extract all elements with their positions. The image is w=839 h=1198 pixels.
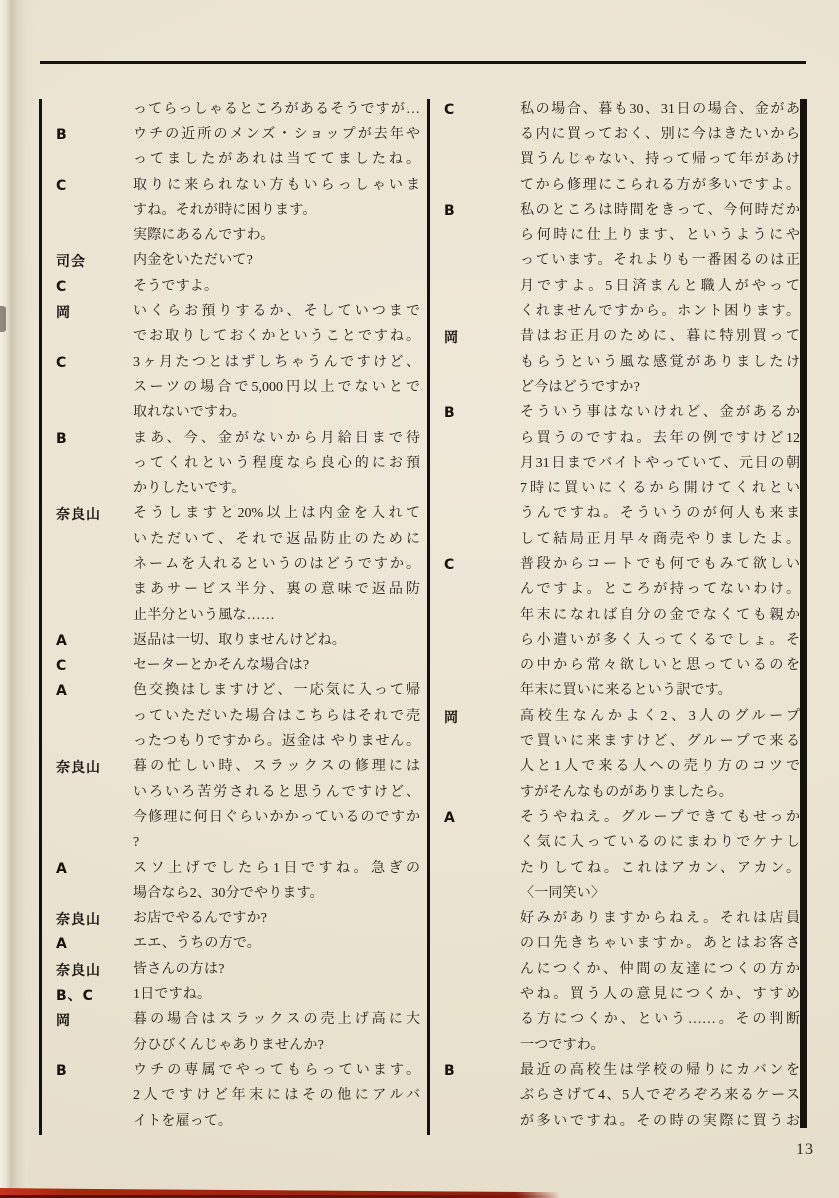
dialogue-text: ネームを入れるというのはどうですか。 bbox=[133, 556, 420, 572]
dialogue-line bbox=[431, 1084, 807, 1109]
dialogue-text: 場合なら2、30分でやります。 bbox=[133, 885, 324, 901]
dialogue-text: 月31日までバイトやっていて、元日の朝 bbox=[520, 455, 800, 471]
dialogue-text: そうしますと20%以上は内金を入れて bbox=[133, 506, 420, 522]
speaker-label: B bbox=[56, 126, 68, 143]
dialogue-line bbox=[42, 375, 426, 400]
speaker-label: 岡 bbox=[444, 330, 459, 347]
dialogue-line bbox=[431, 932, 807, 957]
page-edge-shadow bbox=[0, 0, 34, 1198]
dialogue-line bbox=[431, 957, 807, 982]
dialogue-line bbox=[42, 350, 426, 375]
dialogue-text: 取れないですわ。 bbox=[133, 405, 247, 421]
dialogue-line bbox=[431, 780, 807, 805]
speaker-label: C bbox=[56, 658, 68, 675]
dialogue-line bbox=[431, 603, 807, 628]
speaker-label: 岡 bbox=[444, 709, 459, 726]
speaker-label: C bbox=[56, 177, 68, 194]
dialogue-text: 内金をいただいて? bbox=[133, 253, 254, 269]
dialogue-text: ? bbox=[133, 835, 140, 851]
dialogue-line bbox=[42, 932, 426, 957]
dialogue-text: 買うんじゃない、持って帰って年があけ bbox=[520, 152, 800, 168]
dialogue-text: そうですよ。 bbox=[133, 278, 219, 294]
dialogue-text: すがそんなものがありましたら。 bbox=[520, 784, 733, 800]
dialogue-text: うんですね。そういうのが何人も来ま bbox=[520, 506, 800, 522]
dialogue-line bbox=[42, 780, 426, 805]
speaker-label: A bbox=[56, 632, 68, 649]
dialogue-text: 暮の忙しい時、スラックスの修理には bbox=[133, 759, 420, 775]
dialogue-text: の口先きちゃいますか。あとはお客さ bbox=[520, 936, 800, 952]
dialogue-text: エエ、うちの方で。 bbox=[133, 936, 261, 952]
speaker-label: B bbox=[444, 202, 456, 219]
dialogue-text: いろいろ苦労されると思うんですけど、 bbox=[133, 784, 420, 800]
dialogue-text: んですよ。ところが持ってないわけ。 bbox=[520, 582, 800, 598]
speaker-label: C bbox=[56, 354, 68, 371]
dialogue-text: 年末になれば自分の金でなくても親か bbox=[520, 607, 800, 623]
dialogue-text: が多いですね。その時の実際に買うお bbox=[520, 1113, 800, 1129]
dialogue-line bbox=[431, 299, 807, 324]
dialogue-text: 色交換はしますけど、一応気に入って帰 bbox=[133, 683, 420, 699]
dialogue-text: 好みがありますからねえ。それは店員 bbox=[520, 911, 800, 927]
speaker-label: A bbox=[56, 860, 68, 877]
dialogue-column-left bbox=[42, 97, 426, 1134]
dialogue-text: っています。それよりも一番困るのは正 bbox=[520, 253, 800, 269]
column-divider bbox=[427, 99, 430, 1135]
dialogue-text: ぶらさげて4、5人でぞろぞろ来るケース bbox=[520, 1088, 800, 1104]
dialogue-text: ってらっしゃるところがあるそうですが… bbox=[133, 101, 420, 117]
speaker-label: A bbox=[56, 683, 68, 700]
dialogue-line bbox=[42, 957, 426, 982]
dialogue-text: 実際にあるんですわ。 bbox=[133, 228, 275, 244]
dialogue-line bbox=[431, 350, 807, 375]
dialogue-text: スソ上げでしたら1日ですね。急ぎの bbox=[133, 860, 420, 876]
dialogue-text: ら何時に仕上ります、というようにや bbox=[520, 228, 800, 244]
top-rule bbox=[40, 61, 806, 64]
speaker-label: C bbox=[444, 101, 456, 118]
dialogue-text: やね。買う人の意見につくか、すすめ bbox=[520, 987, 800, 1003]
dialogue-text: 2人ですけど年末にはその他にアルバ bbox=[133, 1088, 420, 1104]
dialogue-line bbox=[42, 679, 426, 704]
dialogue-text: 返品は一切、取りませんけどね。 bbox=[133, 632, 346, 648]
dialogue-line bbox=[42, 401, 426, 426]
dialogue-text: 3ヶ月たつとはずしちゃうんですけど、 bbox=[133, 354, 420, 370]
dialogue-line bbox=[42, 527, 426, 552]
dialogue-text: 止半分という風な…… bbox=[133, 607, 275, 623]
dialogue-line bbox=[42, 704, 426, 729]
dialogue-text: 年末に買いに来るという訳です。 bbox=[520, 683, 732, 699]
dialogue-line bbox=[431, 223, 807, 248]
dialogue-line bbox=[42, 325, 426, 350]
dialogue-text: ったつもりですから。返金は やりません。 bbox=[133, 734, 420, 750]
dialogue-text: 7時に買いにくるから開けてくれとい bbox=[520, 481, 800, 497]
dialogue-line bbox=[42, 1109, 426, 1134]
dialogue-text: 今修理に何日ぐらいかかっているのですか bbox=[133, 809, 420, 825]
dialogue-line bbox=[431, 654, 807, 679]
dialogue-text: 月ですよ。5日済まんと職人がやって bbox=[520, 278, 800, 294]
dialogue-line bbox=[431, 122, 807, 147]
speaker-label: C bbox=[444, 556, 456, 573]
speaker-label: B bbox=[56, 430, 68, 447]
dialogue-line bbox=[42, 1008, 426, 1033]
dialogue-line bbox=[431, 249, 807, 274]
dialogue-text: 分ひびくんじゃありませんか? bbox=[133, 1037, 325, 1053]
dialogue-text: ど今はどうですか? bbox=[520, 379, 641, 395]
dialogue-line bbox=[42, 552, 426, 577]
speaker-label: A bbox=[444, 809, 456, 826]
dialogue-text: 取りに来られない方もいらっしゃいま bbox=[133, 177, 420, 193]
dialogue-line bbox=[431, 426, 807, 451]
dialogue-text: ウチの近所のメンズ・ショップが去年や bbox=[133, 126, 420, 142]
dialogue-line bbox=[431, 173, 807, 198]
dialogue-text: 暮の場合はスラックスの売上げ高に大 bbox=[133, 1012, 420, 1028]
dialogue-text: ら小遣いが多く入ってくるでしょ。そ bbox=[520, 632, 800, 648]
dialogue-line bbox=[431, 831, 807, 856]
dialogue-line bbox=[431, 755, 807, 780]
dialogue-text: ってくれという程度なら良心的にお預 bbox=[133, 455, 420, 471]
dialogue-line bbox=[42, 982, 426, 1007]
dialogue-text: る方につくか、という……。その判断 bbox=[520, 1012, 800, 1028]
dialogue-line bbox=[431, 628, 807, 653]
dialogue-line bbox=[42, 729, 426, 754]
dialogue-text: 普段からコートでも何でもみて欲しい bbox=[520, 556, 800, 572]
dialogue-line bbox=[431, 578, 807, 603]
speaker-label: 奈良山 bbox=[56, 507, 101, 524]
dialogue-line bbox=[431, 198, 807, 223]
dialogue-line bbox=[42, 122, 426, 147]
dialogue-text: まあサービス半分、裏の意味で返品防 bbox=[133, 582, 420, 598]
dialogue-line bbox=[431, 527, 807, 552]
dialogue-text: ら買うのですね。去年の例ですけど12 bbox=[520, 430, 800, 446]
dialogue-text: 〈一同笑い〉 bbox=[520, 885, 606, 901]
dialogue-text: 一つですわ。 bbox=[520, 1037, 605, 1053]
dialogue-line bbox=[42, 451, 426, 476]
dialogue-text: で買いに来ますけど、グループで来る bbox=[520, 734, 800, 750]
dialogue-line bbox=[42, 502, 426, 527]
dialogue-line bbox=[42, 249, 426, 274]
dialogue-text: すね。それが時に困ります。 bbox=[133, 202, 317, 218]
speaker-label: 奈良山 bbox=[56, 912, 101, 929]
dialogue-text: でお取りしておくかということですね。 bbox=[133, 329, 420, 345]
speaker-label: 奈良山 bbox=[56, 760, 101, 777]
dialogue-line bbox=[431, 704, 807, 729]
speaker-label: B bbox=[444, 405, 456, 422]
dialogue-line bbox=[431, 451, 807, 476]
dialogue-line bbox=[42, 881, 426, 906]
dialogue-line bbox=[42, 578, 426, 603]
dialogue-text: まあ、今、金がないから月給日まで待 bbox=[133, 430, 420, 446]
dialogue-text: くれませんですから。ホント困ります。 bbox=[520, 304, 800, 320]
dialogue-line bbox=[42, 805, 426, 830]
dialogue-text: もらうという風な感覚がありましたけ bbox=[520, 354, 800, 370]
dialogue-line bbox=[431, 805, 807, 830]
dialogue-line bbox=[431, 1109, 807, 1134]
dialogue-text: お店でやるんですか? bbox=[133, 911, 268, 927]
speaker-label: 岡 bbox=[56, 1013, 71, 1030]
dialogue-text: 私のところは時間をきって、今何時だか bbox=[520, 202, 800, 218]
dialogue-text: っていただいた場合はこちらはそれで売 bbox=[133, 708, 420, 724]
dialogue-line bbox=[431, 476, 807, 501]
dialogue-text: かりしたいです。 bbox=[133, 481, 246, 497]
dialogue-line bbox=[42, 1033, 426, 1058]
dialogue-text: そうやねえ。グループできてもせっか bbox=[520, 809, 800, 825]
dialogue-text: の中から常々欲しいと思っているのを bbox=[520, 658, 800, 674]
dialogue-line bbox=[431, 552, 807, 577]
dialogue-line bbox=[431, 1008, 807, 1033]
dialogue-line bbox=[42, 173, 426, 198]
dialogue-line bbox=[42, 628, 426, 653]
dialogue-line bbox=[431, 1033, 807, 1058]
speaker-label: C bbox=[56, 278, 68, 295]
dialogue-line bbox=[42, 426, 426, 451]
dialogue-text: 高校生なんかよく2、3人のグループ bbox=[520, 708, 800, 724]
speaker-label: 司会 bbox=[56, 254, 86, 271]
speaker-label: A bbox=[56, 936, 68, 953]
dialogue-line bbox=[42, 1084, 426, 1109]
dialogue-text: 最近の高校生は学校の帰りにカバンを bbox=[520, 1062, 800, 1078]
dialogue-line bbox=[431, 502, 807, 527]
speaker-label: 奈良山 bbox=[56, 962, 101, 979]
dialogue-line bbox=[42, 831, 426, 856]
dialogue-line bbox=[42, 223, 426, 248]
dialogue-text: 昔はお正月のために、暮に特別買って bbox=[520, 329, 800, 345]
dialogue-line bbox=[431, 729, 807, 754]
dialogue-text: んにつくか、仲間の友達につくの方か bbox=[520, 961, 800, 977]
dialogue-line bbox=[431, 856, 807, 881]
page-number: 13 bbox=[796, 1141, 814, 1158]
dialogue-text: く気に入っているのにまわりでケナし bbox=[520, 835, 800, 851]
dialogue-line bbox=[42, 654, 426, 679]
dialogue-line bbox=[42, 274, 426, 299]
dialogue-line bbox=[431, 982, 807, 1007]
dialogue-text: イトを雇って。 bbox=[133, 1113, 233, 1129]
dialogue-line bbox=[42, 476, 426, 501]
dialogue-line bbox=[431, 97, 807, 122]
dialogue-text: スーツの場合で5,000円以上でないとで bbox=[133, 379, 420, 395]
dialogue-text: 人と1人で来る人への売り方のコツで bbox=[520, 759, 800, 775]
dialogue-line bbox=[431, 274, 807, 299]
dialogue-line bbox=[42, 299, 426, 324]
dialogue-line bbox=[42, 603, 426, 628]
dialogue-line bbox=[431, 1058, 807, 1083]
dialogue-text: 1日ですね。 bbox=[133, 987, 212, 1003]
dialogue-line bbox=[431, 907, 807, 932]
dialogue-line bbox=[42, 755, 426, 780]
dialogue-text: ってましたがあれは当ててましたね。 bbox=[133, 152, 420, 168]
dialogue-line bbox=[431, 881, 807, 906]
dialogue-line bbox=[431, 375, 807, 400]
speaker-label: 岡 bbox=[56, 305, 71, 322]
dialogue-line bbox=[431, 401, 807, 426]
dialogue-line bbox=[431, 325, 807, 350]
dialogue-text: たりしてね。これはアカン、アカン。 bbox=[520, 860, 800, 876]
speaker-label: B bbox=[56, 1062, 68, 1079]
dialogue-line bbox=[42, 1058, 426, 1083]
dialogue-text: いただいて、それで返品防止のために bbox=[133, 531, 420, 547]
dialogue-line bbox=[431, 148, 807, 173]
speaker-label: B、C bbox=[56, 988, 94, 1005]
speaker-label: B bbox=[444, 1062, 456, 1079]
dialogue-column-right bbox=[431, 97, 807, 1134]
dialogue-line bbox=[42, 148, 426, 173]
dialogue-text: 皆さんの方は? bbox=[133, 961, 225, 977]
page-edge-mark bbox=[0, 306, 6, 332]
dialogue-line bbox=[42, 856, 426, 881]
dialogue-line bbox=[42, 907, 426, 932]
dialogue-text: そういう事はないけれど、金があるか bbox=[520, 405, 800, 421]
dialogue-text: して結局正月早々商売やりましたよ。 bbox=[520, 531, 800, 547]
dialogue-text: セーターとかそんな場合は? bbox=[133, 658, 310, 674]
dialogue-line bbox=[431, 679, 807, 704]
dialogue-text: いくらお預りするか、そしていつまで bbox=[133, 304, 420, 320]
dialogue-line bbox=[42, 97, 426, 122]
dialogue-text: ウチの専属でやってもらっています。 bbox=[133, 1062, 420, 1078]
dialogue-text: る内に買っておく、別に今はきたいから bbox=[520, 126, 800, 142]
dialogue-text: 私の場合、暮も30、31日の場合、金があ bbox=[520, 101, 800, 117]
dialogue-line bbox=[42, 198, 426, 223]
dialogue-text: てから修理にこられる方が多いですよ。 bbox=[520, 177, 800, 193]
